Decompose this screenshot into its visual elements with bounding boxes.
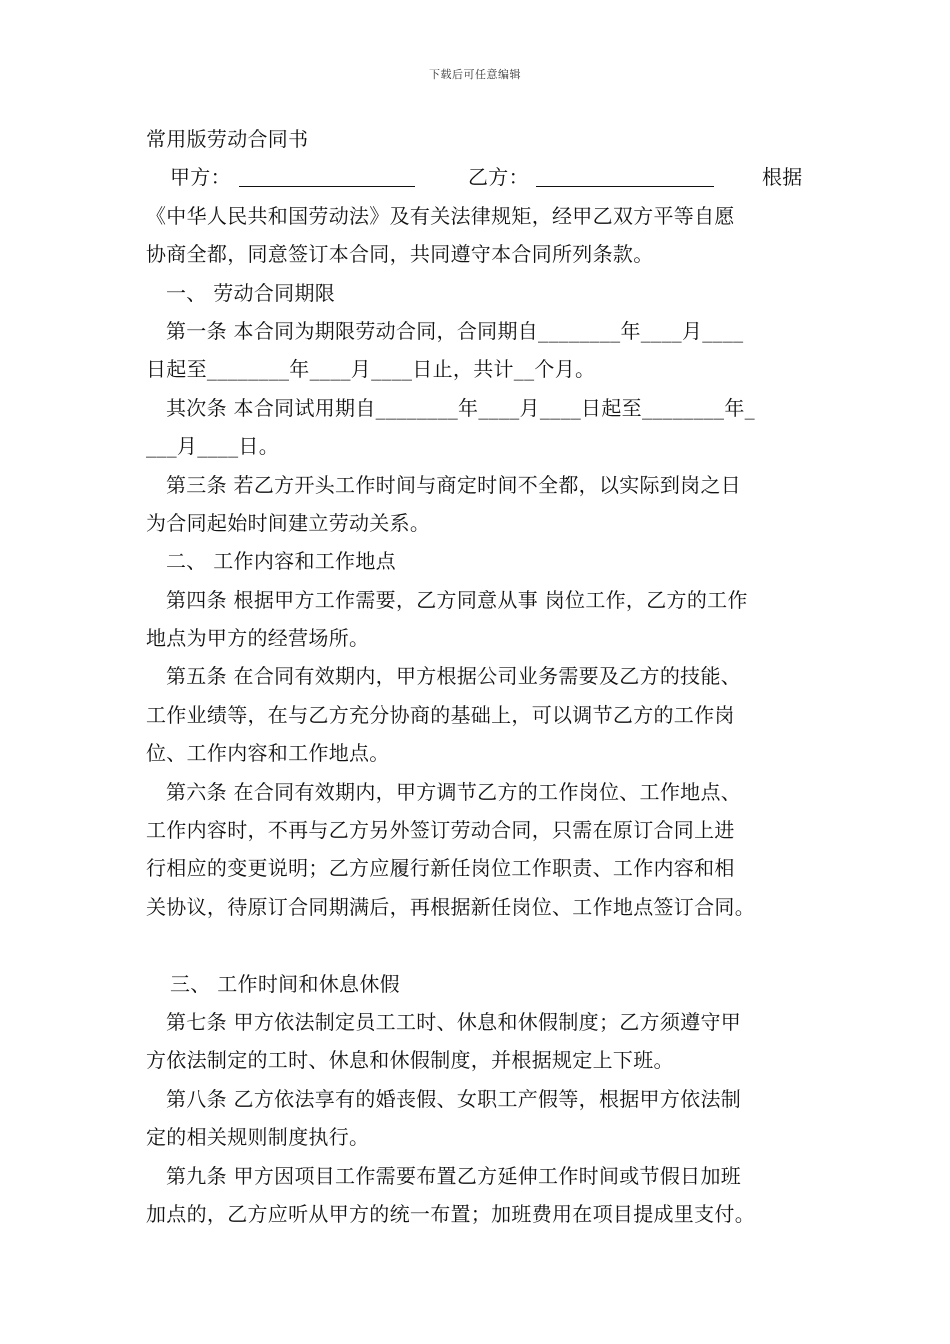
section-heading: 二、 工作内容和工作地点 bbox=[166, 549, 396, 574]
article-line: 第六条 在合同有效期内，甲方调节乙方的工作岗位、工作地点、 bbox=[166, 779, 742, 804]
article-line: 第八条 乙方依法享有的婚丧假、女职工产假等，根据甲方依法制 bbox=[166, 1086, 742, 1111]
paragraph-line: 为合同起始时间建立劳动关系。 bbox=[146, 510, 431, 535]
document-title: 常用版劳动合同书 bbox=[146, 127, 309, 151]
contract-body bbox=[146, 120, 808, 1233]
paragraph-line: 地点为甲方的经营场所。 bbox=[146, 626, 370, 651]
party-b-label: 乙方： bbox=[468, 165, 529, 190]
paragraph-line: 协商全都，同意签订本合同，共同遵守本合同所列条款。 bbox=[146, 242, 654, 267]
article-line: 第九条 甲方因项目工作需要布置乙方延伸工作时间或节假日加班 bbox=[166, 1163, 742, 1188]
parties-row bbox=[146, 158, 808, 196]
paragraph-line: 《中华人民共和国劳动法》及有关法律规矩，经甲乙双方平等自愿 bbox=[146, 203, 735, 228]
article-line: 第一条 本合同为期限劳动合同，合同期自________年____月____ bbox=[166, 318, 744, 343]
party-a-label: 甲方： bbox=[170, 165, 231, 190]
paragraph-line: 关协议，待原订合同期满后，再根据新任岗位、工作地点签订合同。 bbox=[146, 894, 755, 919]
paragraph-line: 定的相关规则制度执行。 bbox=[146, 1125, 370, 1150]
paragraph-line: 工作内容时，不再与乙方另外签订劳动合同，只需在原订合同上进 bbox=[146, 818, 735, 843]
article-line: 其次条 本合同试用期自________年____月____日起至________年_ bbox=[166, 395, 755, 420]
paragraph-line: 方依法制定的工时、休息和休假制度，并根据规定上下班。 bbox=[146, 1048, 674, 1073]
party-a-blank bbox=[239, 158, 415, 187]
party-b-blank bbox=[536, 158, 714, 187]
section-heading: 一、 劳动合同期限 bbox=[166, 280, 336, 305]
paragraph-line: ___月____日。 bbox=[146, 434, 279, 459]
article-line: 第三条 若乙方开头工作时间与商定时间不全都，以实际到岗之日 bbox=[166, 472, 742, 497]
paragraph-line: 日起至________年____月____日止，共计__个月。 bbox=[146, 357, 596, 382]
paragraph-line: 工作业绩等，在与乙方充分协商的基础上，可以调节乙方的工作岗 bbox=[146, 702, 735, 727]
section-heading: 三、 工作时间和休息休假 bbox=[170, 971, 400, 996]
party-row-tail: 根据 bbox=[762, 165, 803, 190]
page-header: 下载后可任意编辑 bbox=[429, 68, 521, 81]
article-line: 第五条 在合同有效期内，甲方根据公司业务需要及乙方的技能、 bbox=[166, 664, 742, 689]
article-line: 第七条 甲方依法制定员工工时、休息和休假制度；乙方须遵守甲 bbox=[166, 1009, 742, 1034]
paragraph-line: 加点的，乙方应听从甲方的统一布置；加班费用在项目提成里支付。 bbox=[146, 1201, 755, 1226]
blank-line bbox=[146, 926, 808, 964]
article-line: 第四条 根据甲方工作需要，乙方同意从事 岗位工作，乙方的工作 bbox=[166, 587, 748, 612]
paragraph-line: 位、工作内容和工作地点。 bbox=[146, 741, 390, 766]
paragraph-line: 行相应的变更说明；乙方应履行新任岗位工作职责、工作内容和相 bbox=[146, 856, 735, 881]
